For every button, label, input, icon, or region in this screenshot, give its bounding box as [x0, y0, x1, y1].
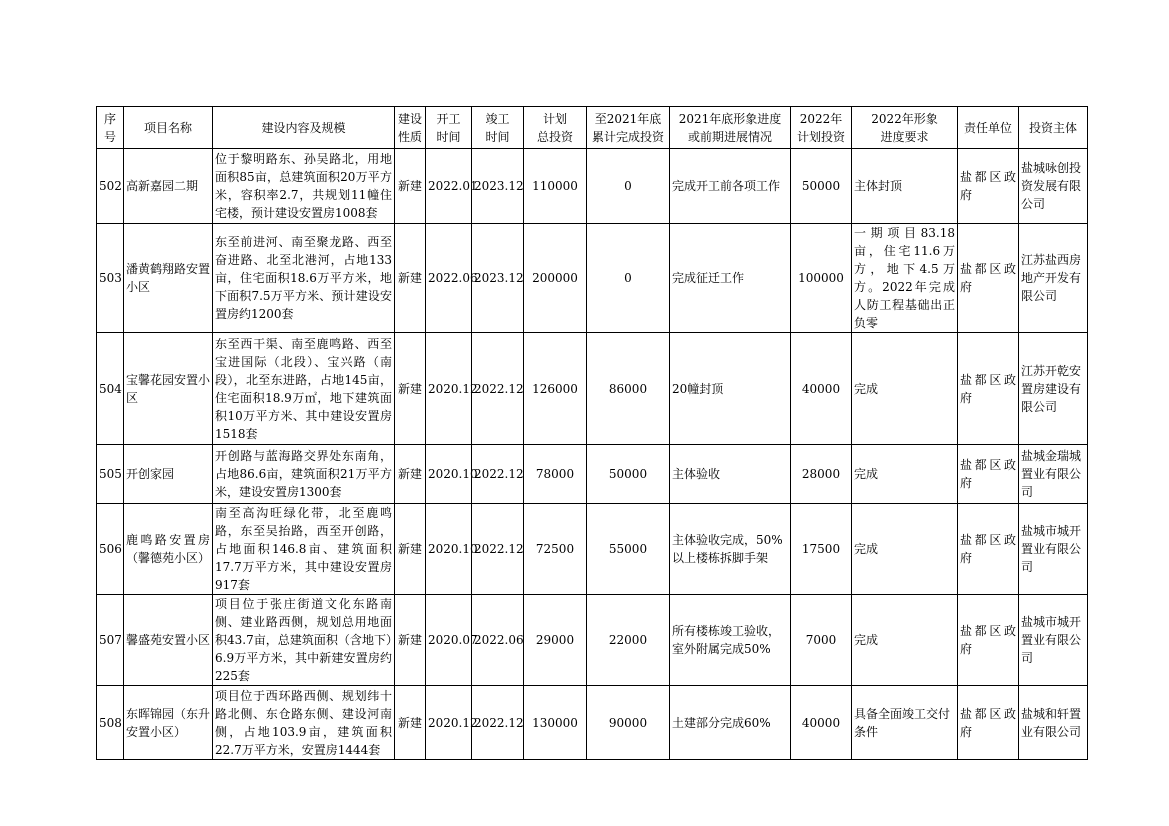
cell-req2022: 完成	[852, 504, 958, 595]
table-row	[97, 504, 1088, 595]
cell-content: 项目位于张庄街道文化东路南侧、建业路西侧，规划总用地面积43.7亩，总建筑面积（含地下）6.9万平方米，其中新建安置房约225套	[213, 595, 395, 686]
cell-unit: 盐都区政府	[958, 333, 1019, 445]
cell-nature: 新建	[395, 149, 426, 224]
cell-plan2022: 50000	[791, 149, 852, 224]
cell-unit: 盐都区政府	[958, 149, 1019, 224]
header-row	[97, 107, 1088, 149]
cell-unit: 盐都区政府	[958, 224, 1019, 333]
cell-plan2022: 7000	[791, 595, 852, 686]
cell-content: 东至前进河、南至聚龙路、西至奋进路、北至北港河，占地133亩，住宅面积18.6万平方米，地下面积7.5万平方米、预计建设安置房约1200套	[213, 224, 395, 333]
table-row	[97, 445, 1088, 504]
cell-plan2022: 100000	[791, 224, 852, 333]
table-row	[97, 595, 1088, 686]
cell-progress2021: 主体验收	[670, 445, 791, 504]
cell-start: 2020.07	[426, 595, 472, 686]
cell-investor: 盐城咏创投资发展有限公司	[1019, 149, 1088, 224]
cell-unit: 盐都区政府	[958, 445, 1019, 504]
cell-req2022: 主体封顶	[852, 149, 958, 224]
cell-cum2021: 0	[587, 224, 670, 333]
cell-nature: 新建	[395, 504, 426, 595]
cell-plan2022: 17500	[791, 504, 852, 595]
cell-cum2021: 50000	[587, 445, 670, 504]
cell-req2022: 一期项目83.18亩，住宅11.6万方，地下4.5万方。2022年完成人防工程基础出正负零	[852, 224, 958, 333]
cell-name: 馨盛苑安置小区	[124, 595, 213, 686]
cell-req2022: 完成	[852, 445, 958, 504]
cell-content: 开创路与蓝海路交界处东南角，占地86.6亩，建筑面积21万平方米，建设安置房1300套	[213, 445, 395, 504]
cell-investor: 盐城市城开置业有限公司	[1019, 595, 1088, 686]
cell-unit: 盐都区政府	[958, 686, 1019, 760]
header-progress2021: 2021年底形象进度 或前期进展情况	[670, 107, 791, 149]
cell-finish: 2022.06	[472, 595, 524, 686]
header-cum2021: 至2021年底 累计完成投资	[587, 107, 670, 149]
cell-start: 2022.01	[426, 149, 472, 224]
cell-seq: 502	[97, 149, 124, 224]
cell-total: 29000	[524, 595, 587, 686]
header-seq: 序 号	[97, 107, 124, 149]
cell-total: 78000	[524, 445, 587, 504]
cell-seq: 507	[97, 595, 124, 686]
cell-name: 潘黄鹤翔路安置小区	[124, 224, 213, 333]
cell-progress2021: 完成开工前各项工作	[670, 149, 791, 224]
cell-investor: 盐城市城开置业有限公司	[1019, 504, 1088, 595]
cell-investor: 江苏盐西房地产开发有限公司	[1019, 224, 1088, 333]
cell-content: 南至高沟旺绿化带，北至鹿鸣路，东至吴抬路，西至开创路，占地面积146.8亩、建筑面积17.7万平方米，其中建设安置房917套	[213, 504, 395, 595]
header-total: 计划 总投资	[524, 107, 587, 149]
header-req2022: 2022年形象 进度要求	[852, 107, 958, 149]
cell-finish: 2022.12	[472, 504, 524, 595]
cell-progress2021: 20幢封顶	[670, 333, 791, 445]
cell-finish: 2023.12	[472, 149, 524, 224]
cell-finish: 2023.12	[472, 224, 524, 333]
cell-req2022: 完成	[852, 333, 958, 445]
header-nature: 建设 性质	[395, 107, 426, 149]
cell-cum2021: 55000	[587, 504, 670, 595]
cell-name: 宝馨花园安置小区	[124, 333, 213, 445]
cell-total: 72500	[524, 504, 587, 595]
cell-cum2021: 0	[587, 149, 670, 224]
cell-cum2021: 22000	[587, 595, 670, 686]
project-table	[96, 106, 1088, 760]
cell-content: 位于黎明路东、孙吴路北，用地面积85亩，总建筑面积20万平方米，容积率2.7，共规划11幢住宅楼，预计建设安置房1008套	[213, 149, 395, 224]
cell-name: 开创家园	[124, 445, 213, 504]
cell-progress2021: 土建部分完成60%	[670, 686, 791, 760]
cell-plan2022: 40000	[791, 333, 852, 445]
cell-progress2021: 主体验收完成，50%以上楼栋拆脚手架	[670, 504, 791, 595]
cell-start: 2020.12	[426, 686, 472, 760]
cell-req2022: 具备全面竣工交付条件	[852, 686, 958, 760]
table-row	[97, 333, 1088, 445]
header-plan2022: 2022年 计划投资	[791, 107, 852, 149]
cell-cum2021: 86000	[587, 333, 670, 445]
table-row	[97, 686, 1088, 760]
cell-start: 2020.10	[426, 445, 472, 504]
cell-cum2021: 90000	[587, 686, 670, 760]
cell-finish: 2022.12	[472, 333, 524, 445]
header-finish: 竣工 时间	[472, 107, 524, 149]
cell-nature: 新建	[395, 445, 426, 504]
cell-seq: 504	[97, 333, 124, 445]
cell-progress2021: 完成征迁工作	[670, 224, 791, 333]
cell-unit: 盐都区政府	[958, 595, 1019, 686]
header-unit: 责任单位	[958, 107, 1019, 149]
cell-seq: 505	[97, 445, 124, 504]
cell-total: 126000	[524, 333, 587, 445]
cell-investor: 江苏开乾安置房建设有限公司	[1019, 333, 1088, 445]
table-row	[97, 224, 1088, 333]
cell-plan2022: 40000	[791, 686, 852, 760]
cell-total: 130000	[524, 686, 587, 760]
cell-seq: 506	[97, 504, 124, 595]
cell-finish: 2022.12	[472, 445, 524, 504]
cell-nature: 新建	[395, 595, 426, 686]
cell-investor: 盐城和轩置业有限公司	[1019, 686, 1088, 760]
cell-start: 2020.12	[426, 333, 472, 445]
cell-total: 200000	[524, 224, 587, 333]
cell-investor: 盐城金瑞城置业有限公司	[1019, 445, 1088, 504]
cell-seq: 503	[97, 224, 124, 333]
cell-start: 2020.10	[426, 504, 472, 595]
cell-unit: 盐都区政府	[958, 504, 1019, 595]
cell-nature: 新建	[395, 686, 426, 760]
cell-content: 项目位于西环路西侧、规划纬十路北侧、东仓路东侧、建设河南侧，占地103.9亩，建筑面积22.7万平方米，安置房1444套	[213, 686, 395, 760]
cell-plan2022: 28000	[791, 445, 852, 504]
header-name: 项目名称	[124, 107, 213, 149]
header-investor: 投资主体	[1019, 107, 1088, 149]
cell-finish: 2022.12	[472, 686, 524, 760]
cell-progress2021: 所有楼栋竣工验收，室外附属完成50%	[670, 595, 791, 686]
cell-name: 东晖锦园（东升安置小区）	[124, 686, 213, 760]
cell-seq: 508	[97, 686, 124, 760]
cell-total: 110000	[524, 149, 587, 224]
cell-start: 2022.06	[426, 224, 472, 333]
table-row	[97, 149, 1088, 224]
cell-name: 高新嘉园二期	[124, 149, 213, 224]
cell-content: 东至西干渠、南至鹿鸣路、西至宝进国际（北段）、宝兴路（南段），北至东进路，占地145亩，住宅面积18.9万㎡，地下建筑面积10万平方米、其中建设安置房1518套	[213, 333, 395, 445]
cell-req2022: 完成	[852, 595, 958, 686]
cell-nature: 新建	[395, 333, 426, 445]
cell-name: 鹿鸣路安置房（馨德苑小区）	[124, 504, 213, 595]
header-start: 开工 时间	[426, 107, 472, 149]
cell-nature: 新建	[395, 224, 426, 333]
header-content: 建设内容及规模	[213, 107, 395, 149]
